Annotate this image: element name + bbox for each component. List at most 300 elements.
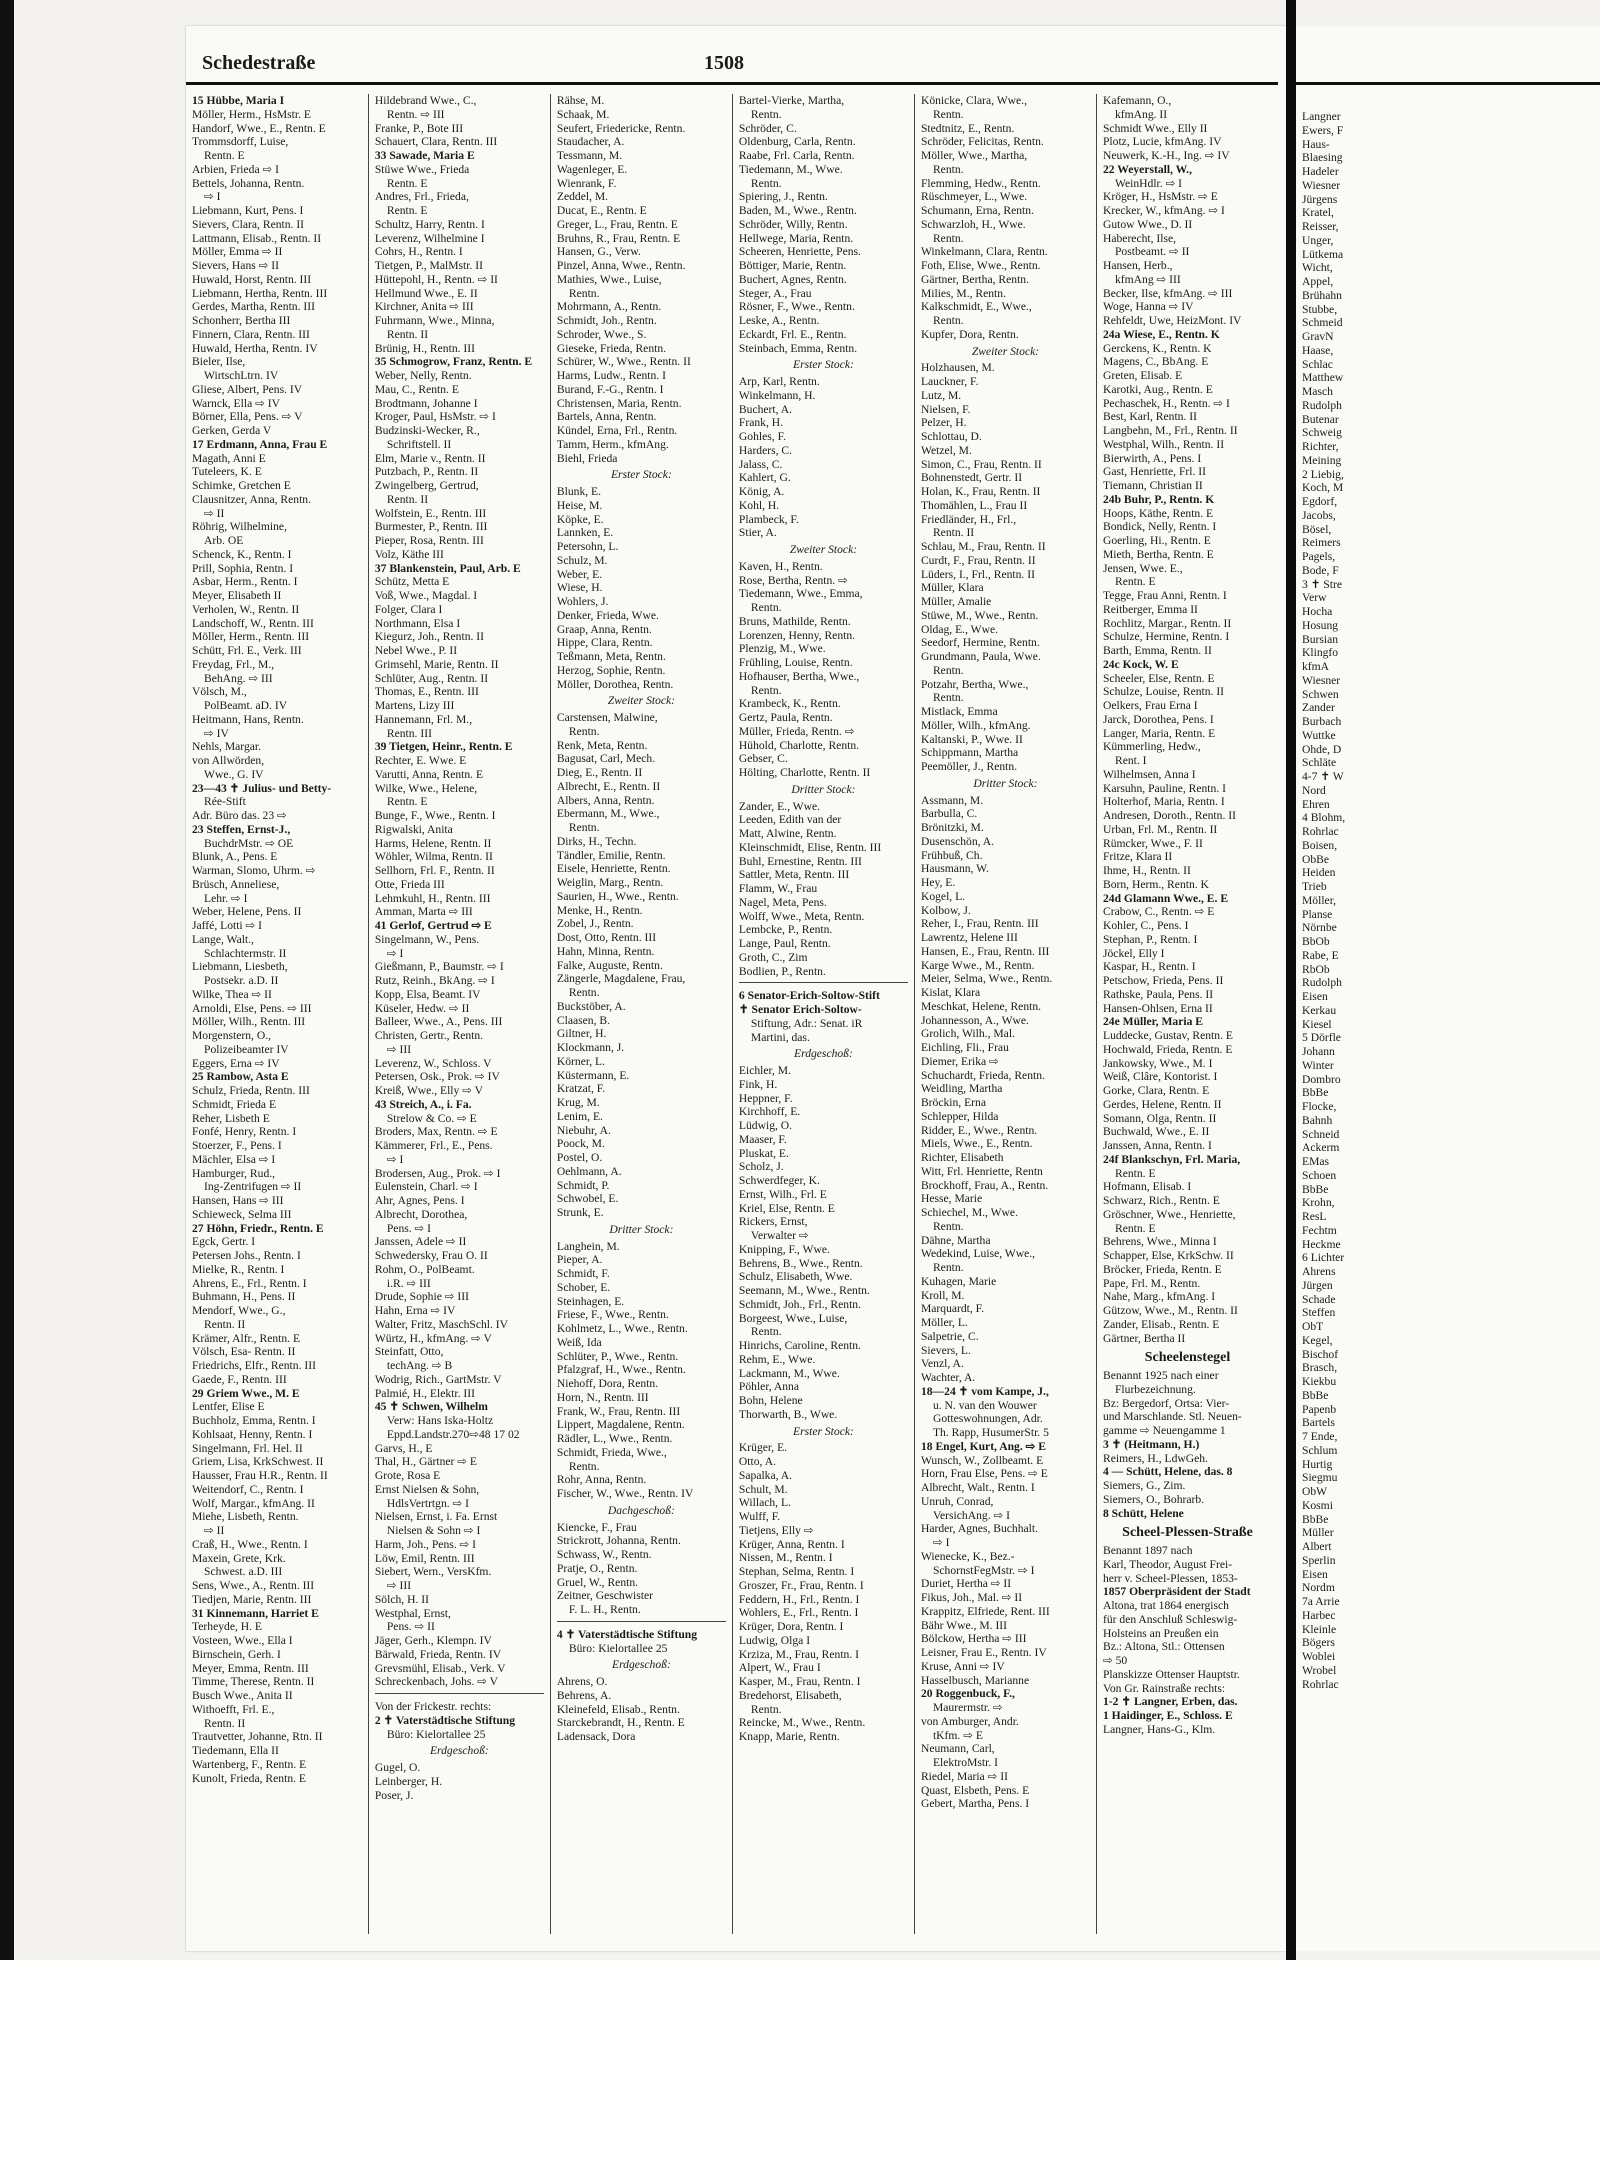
header-rule — [186, 82, 1278, 85]
resident-entry: Mau, C., Rentn. E — [374, 382, 459, 396]
resident-entry: Zeitner, Geschwister — [556, 1589, 654, 1603]
resident-entry: Grimsehl, Marie, Rentn. II — [374, 657, 499, 671]
resident-entry: Harms, Ludw., Rentn. I — [556, 369, 666, 382]
resident-entry: Pratje, O., Rentn. — [556, 1561, 638, 1575]
resident-entry: Stier, A. — [738, 526, 777, 540]
resident-entry: 37 Blankenstein, Paul, Arb. E — [374, 561, 521, 575]
resident-entry: Petersen Johs., Rentn. I — [192, 1249, 301, 1262]
resident-entry: Langer, Maria, Rentn. E — [1102, 726, 1216, 740]
resident-entry: Völsch, Esa- Rentn. II — [192, 1345, 296, 1359]
resident-entry: Raabe, Frl. Carla, Rentn. — [738, 149, 855, 162]
resident-entry: Schmidt, P. — [556, 1178, 610, 1192]
resident-entry: 23 Steffen, Ernst-J., — [192, 822, 291, 836]
entry-continuation: Rentn. — [750, 1702, 782, 1716]
resident-entry: Woge, Hanna ⇨ IV — [1102, 300, 1194, 314]
resident-entry: Schwass, W., Rentn. — [556, 1548, 652, 1561]
resident-entry: Schapper, Else, KrkSchw. II — [1102, 1249, 1234, 1262]
resident-entry: Balleer, Wwe., A., Pens. III — [374, 1015, 503, 1029]
resident-entry: 43 Streich, A., i. Fa. — [374, 1097, 472, 1111]
adjacent-entry-fragment: EMas — [1302, 1155, 1330, 1168]
entry-continuation: Rentn. — [568, 821, 600, 834]
resident-entry: Mohrmann, A., Rentn. — [556, 300, 662, 314]
resident-entry: Frank, H. — [738, 416, 784, 430]
entry-continuation: i.R. ⇨ III — [386, 1276, 431, 1290]
resident-entry: Fink, H. — [738, 1077, 778, 1091]
resident-entry: 24e Müller, Maria E — [1102, 1015, 1204, 1029]
resident-entry: Pieper, Rosa, Rentn. III — [374, 534, 484, 547]
resident-entry: Huwald, Hertha, Rentn. IV — [192, 341, 318, 355]
resident-entry: Heise, M. — [556, 498, 603, 512]
resident-entry: Arnoldi, Else, Pens. ⇨ III — [192, 1001, 312, 1015]
entry-continuation: Postbeamt. ⇨ II — [1114, 245, 1190, 259]
resident-entry: Bodlien, P., Rentn. — [738, 964, 826, 978]
resident-entry: Holzhausen, M. — [920, 361, 995, 375]
resident-entry: Goerling, Hi., Rentn. E — [1102, 534, 1211, 547]
directory-columns — [186, 94, 1278, 1934]
adjacent-entry-fragment: Woblei — [1302, 1650, 1336, 1663]
entry-continuation: Verw: Hans Iska-Holtz — [386, 1414, 494, 1427]
adjacent-entry-fragment: Kleinle — [1302, 1622, 1337, 1636]
resident-entry: Putzbach, P., Rentn. II — [374, 465, 479, 479]
resident-entry: Milies, M., Rentn. — [920, 286, 1006, 300]
resident-entry: Groth, C., Zim — [738, 950, 808, 964]
resident-entry: Miels, Wwe., E., Rentn. — [920, 1137, 1033, 1151]
resident-entry: Schlüter, P., Wwe., Rentn. — [556, 1349, 679, 1363]
resident-entry: Scheeren, Henriette, Pens. — [738, 245, 861, 259]
resident-entry: Holan, K., Frau, Rentn. II — [920, 485, 1041, 498]
resident-entry: Gorke, Clara, Rentn. E — [1102, 1084, 1210, 1097]
resident-entry: Hildebrand Wwe., C., — [374, 94, 477, 107]
adjacent-entry-fragment: 4 Blohm, — [1302, 811, 1346, 825]
resident-entry: Sievers, Clara, Rentn. II — [192, 217, 305, 231]
resident-entry: 1 Haidinger, E., Schloss. E — [1102, 1709, 1233, 1722]
adjacent-entry-fragment: 6 Lichter — [1302, 1251, 1345, 1265]
adjacent-entry-fragment: Bösel, — [1302, 522, 1332, 536]
adjacent-entry-fragment: Flocke, — [1302, 1100, 1337, 1113]
resident-entry: Wulff, F. — [738, 1510, 781, 1523]
floor-heading: Dritter Stock: — [973, 776, 1038, 790]
resident-entry: Becker, Ilse, kfmAng. ⇨ III — [1102, 286, 1233, 300]
resident-entry: Behrens, B., Wwe., Rentn. — [738, 1256, 863, 1270]
resident-entry: Krecker, W., kfmAng. ⇨ I — [1102, 204, 1225, 217]
entry-continuation: Verwalter ⇨ — [750, 1229, 809, 1242]
resident-entry: Kreiß, Wwe., Elly ⇨ V — [374, 1084, 483, 1097]
resident-entry: Kahlert, G. — [738, 471, 791, 485]
resident-entry: Christen, Gertr., Rentn. — [374, 1029, 484, 1042]
resident-entry: Mielke, R., Rentn. I — [192, 1262, 285, 1276]
resident-entry: Tiemann, Christian II — [1102, 479, 1203, 492]
floor-heading: Zweiter Stock: — [789, 543, 858, 556]
resident-entry: Klockmann, J. — [556, 1041, 625, 1054]
resident-entry: Magens, C., BbAng. E — [1102, 355, 1209, 369]
resident-entry: 2 ✝ Vaterstädtische Stiftung — [374, 1713, 516, 1727]
resident-entry: Eichler, M. — [738, 1064, 791, 1077]
resident-entry: Möller, Wwe., Martha, — [920, 149, 1028, 162]
resident-entry: Amman, Marta ⇨ III — [374, 905, 473, 919]
resident-entry: Feddern, H., Frl., Rentn. I — [738, 1592, 860, 1606]
resident-entry: Rechter, E. Wwe. E — [374, 754, 467, 767]
resident-entry: Schumann, Erna, Rentn. — [920, 204, 1034, 217]
resident-entry: Thomählen, L., Frau II — [920, 498, 1028, 512]
adjacent-entry-fragment: Wiesner — [1302, 673, 1341, 687]
directory-column-6 — [1096, 94, 1278, 1934]
resident-entry: Kiencke, F., Frau — [556, 1520, 637, 1534]
entry-continuation: Rent. I — [1114, 754, 1147, 767]
resident-entry: Hey, E. — [920, 876, 956, 889]
resident-entry: Gröschner, Wwe., Henriette, — [1102, 1207, 1236, 1221]
resident-entry: Hesse, Marie — [920, 1192, 983, 1206]
resident-entry: Kündel, Erna, Frl., Rentn. — [556, 424, 678, 437]
resident-entry: herr v. Scheel-Plessen, 1853- — [1102, 1571, 1238, 1585]
resident-entry: Brünig, H., Rentn. III — [374, 341, 476, 355]
resident-entry: 45 ✝ Schwen, Wilhelm — [374, 1400, 488, 1414]
resident-entry: Bröckin, Erna — [920, 1096, 986, 1109]
resident-entry: Trommsdorff, Luise, — [192, 135, 289, 149]
entry-continuation: Rentn. II — [386, 492, 429, 506]
resident-entry: Löw, Emil, Rentn. III — [374, 1551, 475, 1565]
resident-entry: Northmann, Elsa I — [374, 616, 461, 630]
floor-heading: Erster Stock: — [793, 358, 854, 372]
resident-entry: Bz: Bergedorf, Ortsa: Vier- — [1102, 1396, 1230, 1410]
resident-entry: Weber, E. — [556, 567, 603, 581]
resident-entry: 20 Roggenbuck, F., — [920, 1687, 1015, 1701]
adjacent-entry-fragment: Hurtig — [1302, 1457, 1333, 1471]
resident-entry: Hansen, Hans ⇨ III — [192, 1194, 284, 1207]
adjacent-entry-fragment: Haase, — [1302, 343, 1334, 357]
adjacent-entry-fragment: Rudolph — [1302, 976, 1342, 990]
resident-entry: Ebermann, M., Wwe., — [556, 807, 660, 821]
resident-entry: Albrecht, Dorothea, — [374, 1207, 468, 1221]
resident-entry: Ludwig, Olga I — [738, 1633, 811, 1647]
resident-entry: Sievers, L. — [920, 1343, 971, 1357]
resident-entry: Wunsch, W., Zollbeamt. E — [920, 1453, 1044, 1467]
resident-entry: Greger, L., Frau, Rentn. E — [556, 217, 678, 231]
resident-entry: Weber, Nelly, Rentn. — [374, 369, 472, 382]
resident-entry: Ducat, E., Rentn. E — [556, 204, 647, 217]
resident-entry: Hellmund Wwe., E. II — [374, 286, 478, 300]
resident-entry: Willach, L. — [738, 1496, 791, 1510]
resident-entry: Röhrig, Wilhelmine, — [192, 520, 287, 534]
resident-entry: Simon, C., Frau, Rentn. II — [920, 457, 1042, 471]
adjacent-entry-fragment: Brasch, — [1302, 1361, 1338, 1375]
resident-entry: Hoops, Käthe, Rentn. E — [1102, 506, 1214, 520]
resident-entry: Kopp, Elsa, Beamt. IV — [374, 987, 481, 1001]
resident-entry: Maxein, Grete, Krk. — [192, 1551, 286, 1565]
resident-entry: Bondick, Nelly, Rentn. I — [1102, 520, 1217, 534]
resident-entry: Karge Wwe., M., Rentn. — [920, 958, 1035, 972]
resident-entry: Rädler, L., Wwe., Rentn. — [556, 1432, 673, 1445]
resident-entry: Hamburger, Rud., — [192, 1166, 276, 1180]
resident-entry: Harders, C. — [738, 443, 793, 457]
adjacent-entry-fragment: Unger, — [1302, 233, 1334, 247]
resident-entry: Friedländer, H., Frl., — [920, 512, 1017, 526]
adjacent-entry-fragment: Heiden — [1302, 866, 1336, 880]
resident-entry: Wodrig, Rich., GartMstr. V — [374, 1372, 502, 1386]
directory-column-4 — [732, 94, 914, 1934]
resident-entry: Benannt 1897 nach — [1102, 1544, 1193, 1557]
resident-entry: Gärtner, Bertha, Rentn. — [920, 272, 1029, 286]
adjacent-entry-fragment: Hosung — [1302, 618, 1339, 632]
resident-entry: Crabow, C., Rentn. ⇨ E — [1102, 905, 1215, 919]
resident-entry: Diemer, Erika ⇨ — [920, 1054, 999, 1068]
resident-entry: Jäger, Gerh., Klempn. IV — [374, 1634, 492, 1647]
entry-continuation: tKfm. ⇨ E — [932, 1728, 983, 1742]
resident-entry: 41 Gerlof, Gertrud ⇨ E — [374, 919, 492, 932]
resident-entry: Möller, Herm., Rentn. III — [192, 630, 310, 644]
resident-entry: Leverenz, Wilhelmine I — [374, 231, 485, 245]
adjacent-entry-fragment: Ohde, D — [1302, 742, 1342, 756]
resident-entry: Otto, A. — [738, 1455, 776, 1468]
entry-continuation: Pens. ⇨ I — [386, 1221, 432, 1235]
adjacent-entry-fragment: Jürgens — [1302, 192, 1338, 206]
resident-entry: Mendorf, Wwe., G., — [192, 1304, 286, 1317]
resident-entry: Strunk, E. — [556, 1206, 604, 1219]
adjacent-entry-fragment: 4-7 ✝ W — [1302, 770, 1344, 783]
resident-entry: 24b Buhr, P., Rentn. K — [1102, 492, 1215, 506]
resident-entry: Eulenstein, Charl. ⇨ I — [374, 1180, 478, 1194]
resident-entry: Busch Wwe., Anita II — [192, 1689, 293, 1702]
resident-entry: Kuhagen, Marie — [920, 1274, 997, 1288]
resident-entry: Wolf, Margar., kfmAng. II — [192, 1496, 315, 1510]
resident-entry: Assmann, M. — [920, 793, 984, 807]
adjacent-entry-fragment: Hocha — [1302, 605, 1333, 618]
resident-entry: 17 Erdmann, Anna, Frau E — [192, 437, 328, 451]
resident-entry: Reher, I., Frau, Rentn. III — [920, 917, 1039, 931]
resident-entry: Meyer, Emma, Rentn. III — [192, 1661, 309, 1675]
resident-entry: Schlepper, Hilda — [920, 1109, 999, 1123]
resident-entry: Neuwerk, K.-H., Ing. ⇨ IV — [1102, 149, 1230, 162]
resident-entry: 27 Höhn, Friedr., Rentn. E — [192, 1221, 324, 1235]
resident-entry: Brönitzki, M. — [920, 821, 984, 834]
resident-entry: Luddecke, Gustav, Rentn. E — [1102, 1029, 1233, 1042]
resident-entry: Jöckel, Elly I — [1102, 946, 1165, 960]
resident-entry: Kaltanski, P., Wwe. II — [920, 732, 1023, 746]
resident-entry: Rigwalski, Anita — [374, 822, 453, 836]
resident-entry: Franke, P., Bote III — [374, 121, 464, 135]
resident-entry: Leisner, Frau E., Rentn. IV — [920, 1646, 1047, 1659]
resident-entry: Krüger, Anna, Rentn. I — [738, 1537, 845, 1551]
entry-continuation: Schwest. a.D. III — [204, 1565, 283, 1579]
entry-continuation: Schlachtermstr. II — [204, 946, 287, 960]
resident-entry: Dirks, H., Techn. — [556, 834, 637, 848]
resident-entry: Tietgen, P., MalMstr. II — [374, 259, 483, 272]
resident-entry: Lawrentz, Helene III — [920, 931, 1018, 944]
resident-entry: Liebmann, Kurt, Pens. I — [192, 204, 304, 217]
resident-entry: Weiglin, Marg., Rentn. — [556, 876, 664, 889]
resident-entry: Lembcke, P., Rentn. — [738, 923, 833, 937]
adjacent-entry-fragment: Masch — [1302, 385, 1333, 398]
resident-entry: Kohler, C., Pens. I — [1102, 919, 1189, 932]
resident-entry: Langner, Hans-G., Klm. — [1102, 1722, 1216, 1736]
adjacent-entry-fragment: Wrobel — [1302, 1663, 1337, 1677]
resident-entry: Fritze, Klara II — [1102, 850, 1173, 864]
page-header — [186, 46, 1276, 80]
resident-entry: Nielsen, F. — [920, 402, 971, 416]
resident-entry: Stüwe Wwe., Frieda — [374, 162, 470, 176]
resident-entry: Gerdes, Helene, Rentn. II — [1102, 1097, 1222, 1111]
resident-entry: Stephan, P., Rentn. I — [1102, 932, 1198, 946]
resident-entry: Nehls, Margar. — [192, 740, 262, 754]
resident-entry: Flemming, Hedw., Rentn. — [920, 176, 1041, 190]
entry-continuation: Rentn. II — [386, 327, 429, 341]
resident-entry: Müller, Frieda, Rentn. ⇨ — [738, 724, 855, 738]
adjacent-page-column — [1302, 110, 1345, 1691]
resident-entry: Westphal, Wilh., Rentn. II — [1102, 437, 1225, 451]
resident-entry: Seedorf, Hermine, Rentn. — [920, 636, 1040, 650]
resident-entry: Rösner, F., Wwe., Rentn. — [738, 300, 855, 314]
adjacent-entry-fragment: Verw — [1302, 591, 1327, 605]
resident-entry: Knipping, F., Wwe. — [738, 1242, 830, 1256]
resident-entry: Kleinschmidt, Elise, Rentn. III — [738, 840, 882, 854]
resident-entry: Tiedjen, Marie, Rentn. III — [192, 1592, 312, 1606]
resident-entry: Quast, Elsbeth, Pens. E — [920, 1783, 1030, 1797]
adjacent-entry-fragment: Koch, M — [1302, 481, 1344, 495]
resident-entry: Tiedemann, M., Wwe. — [738, 162, 843, 176]
resident-entry: Zängerle, Magdalene, Frau, — [556, 972, 686, 986]
resident-entry: 24a Wiese, E., Rentn. K — [1102, 327, 1220, 341]
resident-entry: Schwarzloh, H., Wwe. — [920, 217, 1026, 231]
adjacent-entry-fragment: Reisser, — [1302, 220, 1339, 233]
resident-entry: Teßmann, Meta, Rentn. — [556, 650, 666, 663]
resident-entry: Leverenz, W., Schloss. V — [374, 1056, 492, 1070]
entry-continuation: BehAng. ⇨ III — [204, 671, 273, 685]
resident-entry: Lentfer, Elise E — [192, 1400, 265, 1414]
resident-entry: Lackmann, M., Wwe. — [738, 1366, 840, 1380]
entry-continuation: ⇨ I — [204, 190, 221, 204]
resident-entry: Benannt 1925 nach einer — [1102, 1369, 1219, 1382]
resident-entry: Lorenzen, Henny, Rentn. — [738, 628, 856, 642]
resident-entry: Ahrens, O. — [556, 1675, 608, 1688]
resident-entry: Wilke, Thea ⇨ II — [192, 987, 272, 1001]
resident-entry: Kriel, Else, Rentn. E — [738, 1201, 835, 1215]
entry-continuation: Rentn. E — [386, 204, 428, 217]
adjacent-entry-fragment: Burbach — [1302, 715, 1342, 728]
adjacent-entry-fragment: Schlum — [1302, 1443, 1338, 1457]
resident-entry: Peemöller, J., Rentn. — [920, 760, 1018, 773]
resident-entry: Möller, Herm., HsMstr. E — [192, 107, 312, 121]
resident-entry: Wagenleger, E. — [556, 162, 628, 176]
resident-entry: Gützow, Wwe., M., Rentn. II — [1102, 1304, 1238, 1317]
resident-entry: Nahe, Marg., kfmAng. I — [1102, 1290, 1216, 1304]
resident-entry: Ernst, Wilh., Frl. E — [738, 1187, 827, 1201]
resident-entry: Morgenstern, O., — [192, 1029, 271, 1042]
resident-entry: Schwarz, Rich., Rentn. E — [1102, 1194, 1220, 1207]
adjacent-entry-fragment: Lütkema — [1302, 247, 1344, 261]
resident-entry: Schreckenbach, Johs. ⇨ V — [374, 1675, 499, 1689]
resident-entry: Hölting, Charlotte, Rentn. II — [738, 766, 871, 779]
floor-heading: Dritter Stock: — [791, 782, 856, 796]
resident-entry: Witt, Frl. Henriette, Rentn — [920, 1164, 1043, 1178]
resident-entry: Von Gr. Rainstraße rechts: — [1102, 1681, 1226, 1695]
adjacent-entry-fragment: Schweig — [1302, 426, 1342, 440]
running-title: Schedestraße — [202, 52, 316, 74]
resident-entry: Hahn, Minna, Rentn. — [556, 944, 655, 958]
resident-entry: Müller, Klara — [920, 581, 984, 595]
resident-entry: Schlau, M., Frau, Rentn. II — [920, 540, 1046, 553]
resident-entry: Claasen, B. — [556, 1013, 611, 1027]
resident-entry: 18—24 ✝ vom Kampe, J., — [920, 1384, 1049, 1398]
resident-entry: Oldenburg, Carla, Rentn. — [738, 135, 856, 149]
resident-entry: Dusenschön, A. — [920, 834, 995, 848]
resident-entry: Hahn, Erna ⇨ IV — [374, 1304, 456, 1317]
entry-continuation: Stiftung, Adr.: Senat. iR — [750, 1016, 863, 1030]
resident-entry: Weber, Helene, Pens. II — [192, 905, 302, 919]
resident-entry: Gertz, Paula, Rentn. — [738, 711, 833, 724]
resident-entry: 25 Rambow, Asta E — [192, 1070, 289, 1084]
resident-entry: Hausmann, W. — [920, 862, 989, 876]
resident-entry: Kümmerling, Hedw., — [1102, 740, 1201, 754]
resident-entry: Harder, Agnes, Buchhalt. — [920, 1522, 1039, 1536]
resident-entry: Dost, Otto, Rentn. III — [556, 931, 657, 944]
resident-entry: Hellwege, Maria, Rentn. — [738, 231, 854, 245]
resident-entry: Matt, Alwine, Rentn. — [738, 827, 837, 840]
resident-entry: Singelmann, W., Pens. — [374, 932, 480, 946]
resident-entry: Jensen, Wwe. E., — [1102, 561, 1183, 575]
resident-entry: für den Anschluß Schleswig- — [1102, 1612, 1238, 1626]
entry-continuation: ⇨ III — [386, 1579, 412, 1592]
resident-entry: Rohm, O., PolBeamt. — [374, 1262, 475, 1276]
entry-continuation: techAng. ⇨ B — [386, 1359, 453, 1372]
adjacent-entry-fragment: Winter — [1302, 1058, 1334, 1072]
resident-entry: Grevsmühl, Elisab., Verk. V — [374, 1661, 506, 1675]
resident-entry: Langhein, M. — [556, 1239, 620, 1253]
resident-entry: Verholen, W., Rentn. II — [192, 602, 300, 616]
resident-entry: 1-2 ✝ Langner, Erben, das. — [1102, 1695, 1238, 1709]
resident-entry: Küseler, Hedw. ⇨ II — [374, 1001, 470, 1015]
resident-entry: Schiechel, M., Wwe. — [920, 1206, 1018, 1219]
resident-entry: Gaede, F., Rentn. III — [192, 1372, 287, 1386]
adjacent-entry-fragment: Bahnh — [1302, 1113, 1333, 1127]
resident-entry: Lange, Paul, Rentn. — [738, 937, 831, 950]
resident-entry: Fikus, Joh., Mal. ⇨ II — [920, 1591, 1023, 1604]
resident-entry: Reher, Lisbeth E — [192, 1111, 270, 1125]
resident-entry: Maaser, F. — [738, 1132, 787, 1146]
resident-entry: Wienecke, K., Bez.- — [920, 1549, 1015, 1563]
resident-entry: Gerdes, Martha, Rentn. III — [192, 300, 315, 314]
resident-entry: Ihme, H., Rentn. II — [1102, 864, 1191, 877]
entry-continuation: HdlsVertrtgn. ⇨ I — [386, 1496, 470, 1510]
resident-entry: Horn, Frau Else, Pens. ⇨ E — [920, 1467, 1048, 1481]
resident-entry: Bettels, Johanna, Rentn. — [192, 176, 305, 190]
resident-entry: Saurien, H., Wwe., Rentn. — [556, 889, 679, 903]
book-gutter — [1286, 0, 1296, 1960]
resident-entry: Krug, M. — [556, 1096, 600, 1109]
adjacent-entry-fragment: BbBe — [1302, 1086, 1329, 1100]
resident-entry: Griem, Lisa, KrkSchwest. II — [192, 1455, 324, 1469]
resident-entry: Giltner, H. — [556, 1027, 607, 1041]
adjacent-entry-fragment: Eisen — [1302, 990, 1328, 1003]
resident-entry: 39 Tietgen, Heinr., Rentn. E — [374, 740, 513, 754]
adjacent-entry-fragment: Schade — [1302, 1292, 1336, 1306]
resident-entry: Starckebrandt, H., Rentn. E — [556, 1716, 685, 1730]
resident-entry: Bähr Wwe., M. III — [920, 1618, 1008, 1632]
resident-entry: Kohlmetz, L., Wwe., Rentn. — [556, 1322, 688, 1335]
entry-continuation: Rentn. III — [386, 726, 432, 740]
resident-entry: Schippmann, Martha — [920, 746, 1019, 760]
adjacent-entry-fragment: Sperlin — [1302, 1553, 1336, 1567]
resident-entry: Biehl, Frieda — [556, 451, 618, 465]
resident-entry: Eichling, Fli., Frau — [920, 1041, 1009, 1054]
floor-heading: Dritter Stock: — [609, 1222, 674, 1236]
resident-entry: von Allwörden, — [192, 754, 265, 767]
resident-entry: Richter, Elisabeth — [920, 1151, 1004, 1164]
resident-entry: Hühold, Charlotte, Rentn. — [738, 738, 860, 752]
resident-entry: Burmester, P., Rentn. III — [374, 520, 488, 534]
resident-entry: Handorf, Wwe., E., Rentn. E — [192, 121, 326, 135]
resident-entry: Wohlers, J. — [556, 595, 609, 608]
resident-entry: Neumann, Carl, — [920, 1742, 995, 1756]
resident-entry: Warman, Slomo, Uhrm. ⇨ — [192, 864, 316, 877]
